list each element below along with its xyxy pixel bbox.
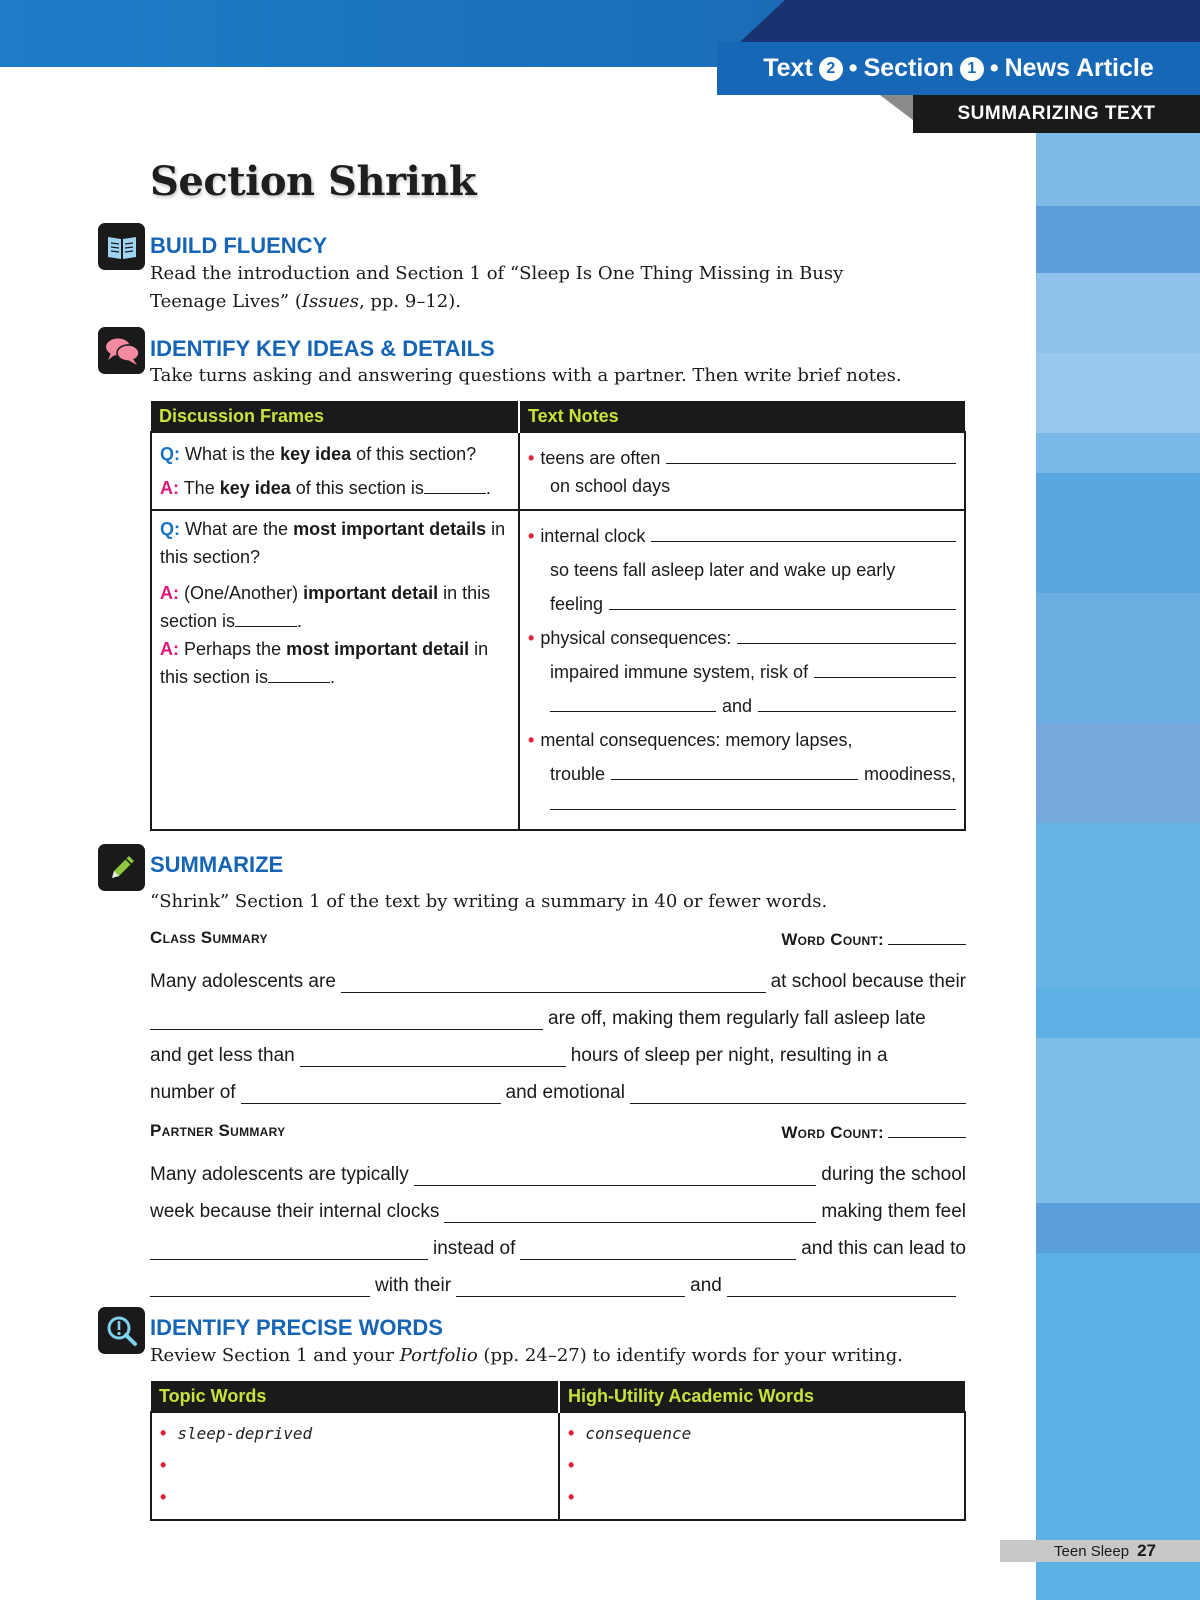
note-immune: impaired immune system, risk of [550,662,809,682]
word-count-label: Word Count: [781,930,884,949]
a1-bold: key idea [219,478,291,498]
summary-blank[interactable] [241,1083,501,1104]
word-count-label-2: Word Count: [781,1123,884,1142]
summary-blank[interactable] [444,1202,816,1223]
discussion-table [150,401,966,831]
class-l1b: at school because their [770,971,966,992]
key-ideas-heading: IDENTIFY KEY IDEAS & DETAILS [150,336,495,361]
summary-blank[interactable] [630,1083,966,1104]
summary-blank[interactable] [150,1239,428,1260]
a1-period: . [485,478,491,498]
header-sep-2: • [989,54,999,82]
note-blank[interactable] [550,791,956,810]
note-blank[interactable] [611,761,858,780]
summary-blank[interactable] [414,1165,817,1186]
word-count-blank[interactable] [888,928,966,945]
word-count-blank-2[interactable] [888,1121,966,1138]
note-blank[interactable] [737,625,956,644]
partner-l1a: Many adolescents are typically [150,1164,409,1185]
note-trouble: trouble [550,764,606,784]
fluency-text-a: Teenage Lives” ( [150,291,302,312]
header-sep: • [848,54,858,82]
words-table [150,1381,966,1521]
notes-cell-details [519,510,965,830]
decorative-side-stripe [1036,133,1200,1600]
page-footer [1054,1540,1156,1562]
partner-l1b: during the school [821,1164,966,1185]
summary-blank[interactable] [341,972,766,993]
pencil-icon [98,844,145,891]
partner-word-count [781,1121,966,1143]
magnifier-icon [98,1307,145,1354]
frame-cell-details [151,510,519,830]
class-l4b: and emotional [505,1082,625,1103]
q-label-2: Q: [160,519,180,539]
summary-blank[interactable] [520,1239,796,1260]
partner-summary-label: Partner Summary [150,1121,286,1140]
partner-l4b: and [690,1275,722,1296]
answer-blank[interactable] [424,475,486,494]
bullet: • [160,1487,167,1507]
answer-blank-2[interactable] [235,608,297,627]
summary-blank[interactable] [150,1009,543,1030]
a3-bold: most important detail [286,639,470,659]
note-teens-often: teens are often [540,448,661,468]
partner-summary-label-row [150,1121,966,1143]
note-blank[interactable] [814,659,956,678]
a1-text-c: of this section is [290,478,424,498]
class-l4a: number of [150,1082,236,1103]
section-header [717,42,1200,95]
note-blank[interactable] [550,693,716,712]
note-blank[interactable] [651,523,956,542]
text-number-badge: 2 [819,57,843,81]
partner-l2b: making them feel [821,1201,966,1222]
topic-words-cell[interactable] [151,1412,559,1520]
q2-bold: most important details [293,519,487,539]
subtitle-banner: SUMMARIZING TEXT [913,95,1200,133]
a-label-3: A: [160,639,179,659]
precise-line-a: Review Section 1 and your [150,1345,400,1366]
q-label: Q: [160,444,180,464]
summary-blank[interactable] [456,1276,685,1297]
fluency-line-2 [150,288,843,316]
note-blank[interactable] [666,445,956,464]
topic-word-entry: sleep-deprived [177,1424,313,1443]
fluency-text-b: , pp. 9–12). [358,291,461,312]
class-word-count [781,928,966,950]
portfolio-title: Portfolio [399,1345,478,1366]
a2-period: . [297,611,303,631]
a-label-2: A: [160,583,179,603]
q1-bold: key idea [280,444,352,464]
bullet: • [528,628,535,648]
note-blank[interactable] [758,693,956,712]
class-summary-label-row [150,928,966,950]
q1-text-c: of this section? [351,444,477,464]
speech-bubbles-icon [98,327,145,374]
col-academic-words: High-Utility Academic Words [559,1381,965,1412]
note-physical: physical consequences: [540,628,732,648]
frame-cell-key-idea [151,432,519,510]
notes-cell-key-idea [519,432,965,510]
a-label: A: [160,478,179,498]
class-l2a: are off, making them regularly fall asleep late [548,1008,926,1029]
issues-title: Issues [301,291,359,312]
a2-bold: important detail [303,583,439,603]
bullet: • [528,526,535,546]
a2-text-a: (One/Another) [184,583,304,603]
a2-text-c: in this section is [160,583,491,631]
academic-word-entry: consequence [585,1424,692,1443]
note-mental: mental consequences: memory lapses, [540,730,853,750]
section-number-badge: 1 [960,57,984,81]
note-and: and [722,696,753,716]
q2-text-a: What are the [185,519,294,539]
a3-text-a: Perhaps the [184,639,287,659]
partner-summary [150,1149,966,1297]
a3-text-c: in this section is [160,639,489,687]
header-text-label: Text [763,54,813,82]
partner-l3a: instead of [433,1238,516,1259]
a3-period: . [330,667,336,687]
bullet: • [528,730,535,750]
summary-blank[interactable] [300,1046,566,1067]
partner-l4a: with their [375,1275,452,1296]
header-type: News Article [1004,54,1154,82]
summary-blank[interactable] [727,1276,956,1297]
build-fluency-heading: BUILD FLUENCY [150,233,328,258]
precise-words-instruction [150,1342,903,1370]
summarize-instruction: “Shrink” Section 1 of the text by writing a summary in 40 or fewer words. [150,891,828,912]
summarize-heading: SUMMARIZE [150,852,284,877]
header-section-label: Section [863,54,954,82]
bullet: • [528,448,535,468]
page-number: 27 [1137,1541,1156,1560]
build-fluency-text [150,260,843,316]
bullet: • [160,1455,167,1475]
bullet: • [568,1487,575,1507]
col-text-notes: Text Notes [519,401,965,432]
summary-blank[interactable] [150,1276,370,1297]
key-ideas-instruction: Take turns asking and answering questions with a partner. Then write brief notes. [150,365,902,386]
note-school-days: on school days [550,476,671,496]
note-fall-asleep: so teens fall asleep later and wake up early [550,560,896,580]
class-l3b: hours of sleep per night, resulting in a [570,1045,888,1066]
book-icon [98,223,145,270]
note-feeling: feeling [550,594,604,614]
academic-words-cell[interactable] [559,1412,965,1520]
partner-l2a: week because their internal clocks [150,1201,440,1222]
q1-text-a: What is the [185,444,281,464]
class-summary [150,956,966,1104]
a1-text-a: The [183,478,220,498]
precise-line-b: (pp. 24–27) to identify words for your writing. [477,1345,904,1366]
col-topic-words: Topic Words [151,1381,559,1412]
precise-words-heading: IDENTIFY PRECISE WORDS [150,1315,443,1340]
note-internal-clock: internal clock [540,526,646,546]
class-l1a: Many adolescents are [150,971,336,992]
bullet: • [568,1423,575,1443]
answer-blank-3[interactable] [268,664,330,683]
page-title: Section Shrink [150,158,477,205]
top-banner-dark [740,0,1200,42]
bullet: • [160,1423,167,1443]
note-blank[interactable] [609,591,956,610]
class-l3a: and get less than [150,1045,295,1066]
footer-label: Teen Sleep [1054,1542,1130,1560]
q2-text-c: in this section? [160,519,506,567]
col-discussion-frames: Discussion Frames [151,401,519,432]
fluency-line-1: Read the introduction and Section 1 of “Sleep Is One Thing Missing in Busy [150,263,844,284]
partner-l3b: and this can lead to [801,1238,966,1259]
note-moodiness: moodiness, [863,764,956,784]
bullet: • [568,1455,575,1475]
class-summary-label: Class Summary [150,928,268,947]
